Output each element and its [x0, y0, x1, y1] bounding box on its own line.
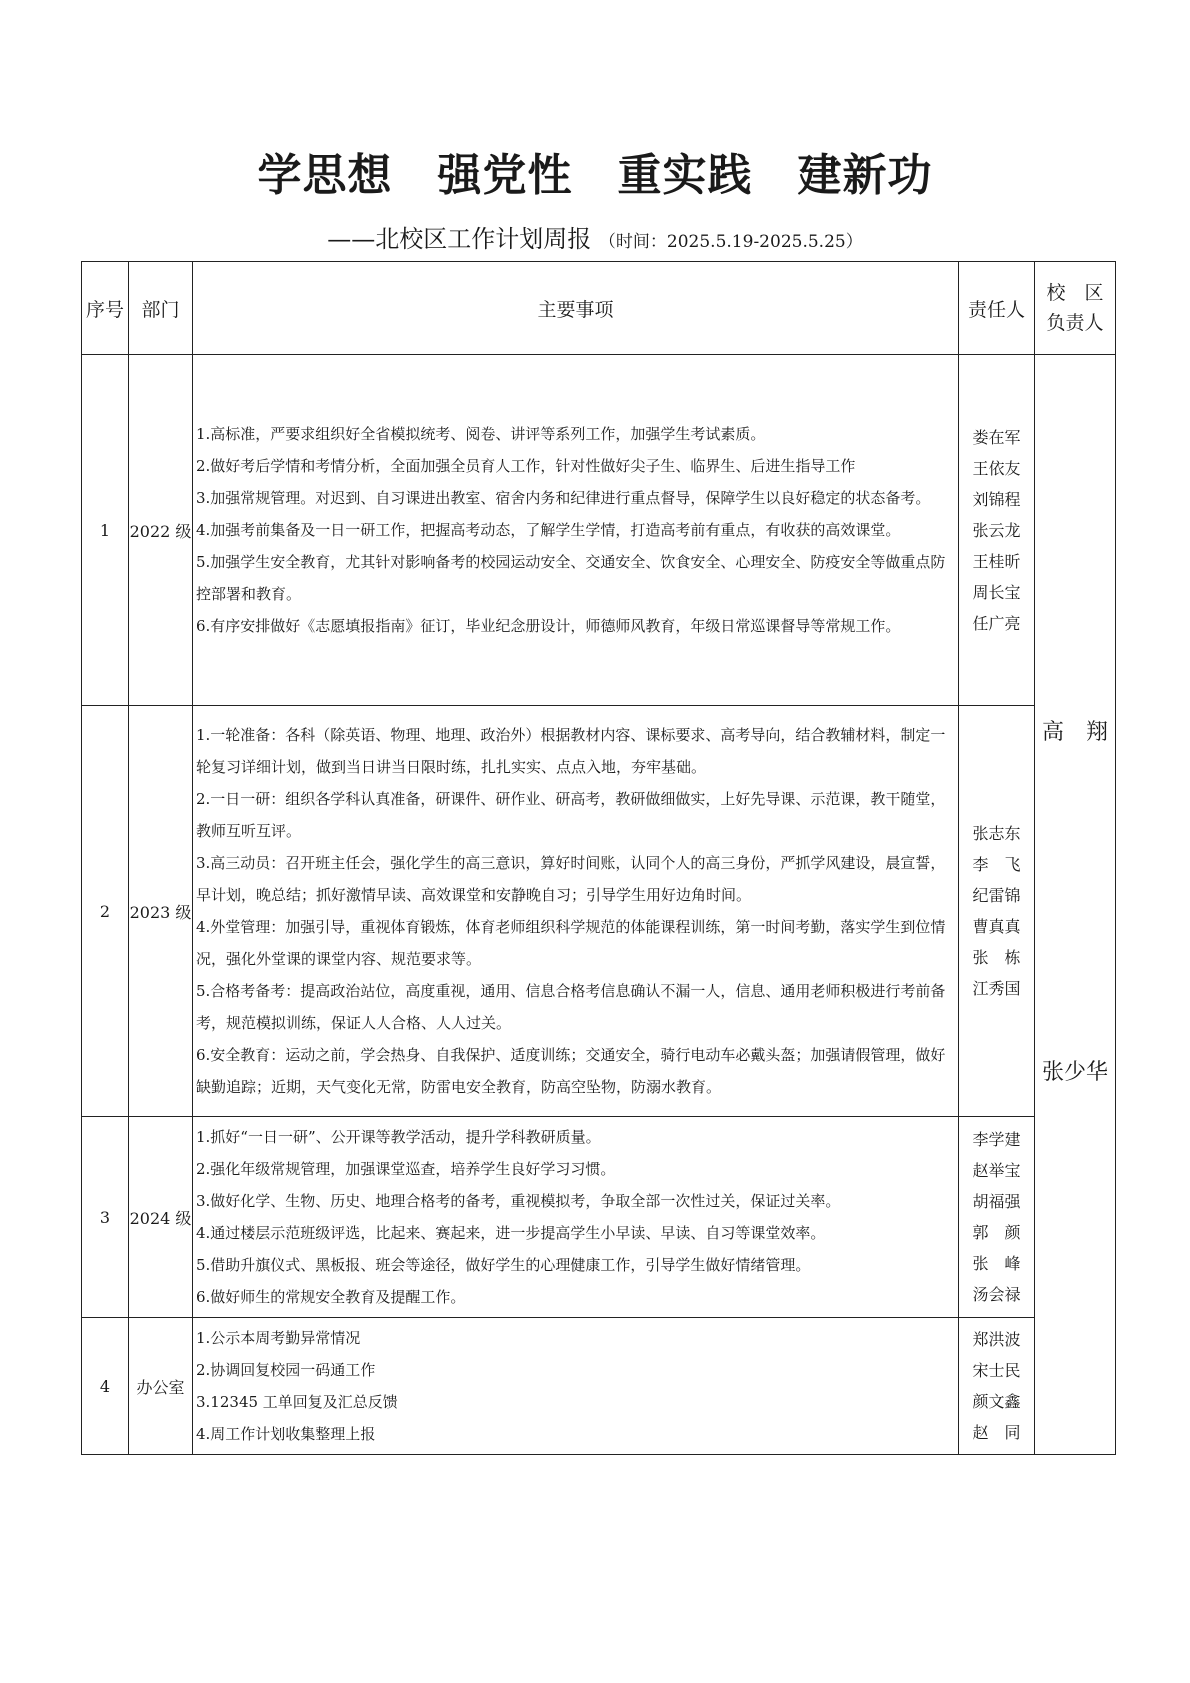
- list-item: 1.高标准，严要求组织好全省模拟统考、阅卷、讲评等系列工作，加强学生考试素质。: [196, 425, 766, 443]
- row-seq: 1: [82, 355, 129, 706]
- subtitle-text: ——北校区工作计划周报: [327, 225, 592, 253]
- person-name: 赵 同: [972, 1423, 1021, 1442]
- list-item: 6.有序安排做好《志愿填报指南》征订，毕业纪念册设计，师德师风教育，年级日常巡课督导等常规工作。: [196, 617, 901, 635]
- list-item: 3.12345 工单回复及汇总反馈: [196, 1393, 398, 1411]
- row-responsible: [959, 1117, 1035, 1318]
- list-item: 4.周工作计划收集整理上报: [196, 1425, 376, 1443]
- campus-leader-name: 高 翔: [1041, 720, 1108, 745]
- header-seq: 序号: [82, 262, 129, 355]
- row-responsible: [959, 355, 1035, 706]
- row-seq: 4: [82, 1318, 129, 1455]
- row-seq: 2: [82, 706, 129, 1117]
- table-row: [82, 706, 1116, 1117]
- list-item: 1.公示本周考勤异常情况: [196, 1329, 361, 1347]
- person-name: 江秀国: [972, 979, 1021, 998]
- person-name: 任广亮: [972, 613, 1021, 633]
- header-campus-leader: [1035, 262, 1116, 355]
- list-item: 2.协调回复校园一码通工作: [196, 1361, 376, 1379]
- list-item: 5.加强学生安全教育，尤其针对影响备考的校园运动安全、交通安全、饮食安全、心理安全、防疫安全等做重点防控部署和教育。: [196, 553, 946, 603]
- person-name: 王桂昕: [972, 551, 1021, 571]
- person-name: 娄在军: [972, 427, 1021, 447]
- table-row: [82, 355, 1116, 706]
- header-items: 主要事项: [193, 262, 959, 355]
- list-item: 4.通过楼层示范班级评选，比起来、赛起来，进一步提高学生小早读、早读、自习等课堂效率。: [196, 1224, 826, 1242]
- person-name: 张志东: [972, 824, 1021, 843]
- person-name: 胡福强: [972, 1192, 1021, 1211]
- row-dept: 2022 级: [129, 355, 193, 706]
- row-dept: 2023 级: [129, 706, 193, 1117]
- person-name: 张 峰: [972, 1254, 1021, 1273]
- list-item: 4.外堂管理：加强引导，重视体育锻炼，体育老师组织科学规范的体能课程训练，第一时间考勤，落实学生到位情况，强化外堂课的课堂内容、规范要求等。: [196, 918, 946, 968]
- header-resp: 责任人: [959, 262, 1035, 355]
- person-name: 张 栋: [972, 948, 1021, 967]
- person-name: 刘锦程: [972, 489, 1021, 509]
- list-item: 5.借助升旗仪式、黑板报、班会等途径，做好学生的心理健康工作，引导学生做好情绪管理。: [196, 1256, 811, 1274]
- list-item: 2.强化年级常规管理，加强课堂巡查，培养学生良好学习习惯。: [196, 1160, 616, 1178]
- list-item: 3.做好化学、生物、历史、地理合格考的备考，重视模拟考，争取全部一次性过关，保证过关率。: [196, 1192, 841, 1210]
- person-name: 赵举宝: [972, 1161, 1021, 1180]
- person-name: 周长宝: [972, 582, 1021, 602]
- list-item: 2.做好考后学情和考情分析，全面加强全员育人工作，针对性做好尖子生、临界生、后进生指导工作: [196, 457, 856, 475]
- person-name: 郑洪波: [972, 1330, 1021, 1349]
- list-item: 2.一日一研：组织各学科认真准备，研课件、研作业、研高考，教研做细做实，上好先导课、示范课，教干随堂，教师互听互评。: [196, 790, 946, 840]
- person-name: 颜文鑫: [972, 1392, 1021, 1411]
- row-responsible: [959, 1318, 1035, 1455]
- table-header-row: [82, 262, 1116, 355]
- list-item: 3.高三动员：召开班主任会，强化学生的高三意识，算好时间账，认同个人的高三身份，严抓学风建设，晨宣誓，早计划，晚总结；抓好激情早读、高效课堂和安静晚自习；引导学生用好边角时间。: [196, 854, 946, 904]
- row-items: [193, 1117, 959, 1318]
- list-item: 6.做好师生的常规安全教育及提醒工作。: [196, 1288, 466, 1306]
- row-items: [193, 355, 959, 706]
- header-campus-leader-line1: 校 区: [1046, 282, 1104, 304]
- person-name: 汤会禄: [972, 1285, 1021, 1304]
- list-item: 6.安全教育：运动之前，学会热身、自我保护、适度训练；交通安全，骑行电动车必戴头盔；加强请假管理，做好缺勤追踪；近期，天气变化无常，防雷电安全教育，防高空坠物，防溺水教育。: [196, 1046, 946, 1096]
- person-name: 曹真真: [972, 917, 1021, 936]
- list-item: 5.合格考备考：提高政治站位，高度重视，通用、信息合格考信息确认不漏一人，信息、通用老师积极进行考前备考，规范模拟训练，保证人人合格、人人过关。: [196, 982, 946, 1032]
- list-item: 1.一轮准备：各科（除英语、物理、地理、政治外）根据教材内容、课标要求、高考导向，结合教辅材料，制定一轮复习详细计划，做到当日讲当日限时练，扎扎实实、点点入地，夯牢基础。: [196, 726, 946, 776]
- person-name: 王依友: [972, 458, 1021, 478]
- page-subtitle: [0, 222, 1190, 259]
- list-item: 1.抓好“一日一研”、公开课等教学活动，提升学科教研质量。: [196, 1128, 601, 1146]
- table-row: [82, 1117, 1116, 1318]
- list-item: 3.加强常规管理。对迟到、自习课进出教室、宿舍内务和纪律进行重点督导，保障学生以良好稳定的状态备考。: [196, 489, 931, 507]
- header-campus-leader-line2: 负责人: [1046, 312, 1104, 334]
- person-name: 郭 颜: [972, 1223, 1021, 1242]
- campus-leader-cell: [1035, 355, 1116, 1455]
- row-responsible: [959, 706, 1035, 1117]
- person-name: 纪雷锦: [972, 886, 1021, 905]
- time-range: （时间：2025.5.19-2025.5.25）: [598, 232, 863, 252]
- work-plan-table: [81, 261, 1116, 1455]
- row-dept: 2024 级: [129, 1117, 193, 1318]
- row-dept: 办公室: [129, 1318, 193, 1455]
- campus-leader-name: 张少华: [1041, 1060, 1108, 1085]
- table-row: [82, 1318, 1116, 1455]
- row-seq: 3: [82, 1117, 129, 1318]
- person-name: 张云龙: [972, 520, 1021, 540]
- person-name: 李 飞: [972, 855, 1021, 874]
- row-items: [193, 1318, 959, 1455]
- row-items: [193, 706, 959, 1117]
- header-dept: 部门: [129, 262, 193, 355]
- page-title: 学思想 强党性 重实践 建新功: [257, 150, 933, 201]
- person-name: 李学建: [972, 1130, 1021, 1149]
- person-name: 宋士民: [972, 1361, 1021, 1380]
- list-item: 4.加强考前集备及一日一研工作，把握高考动态，了解学生学情，打造高考前有重点，有收获的高效课堂。: [196, 521, 901, 539]
